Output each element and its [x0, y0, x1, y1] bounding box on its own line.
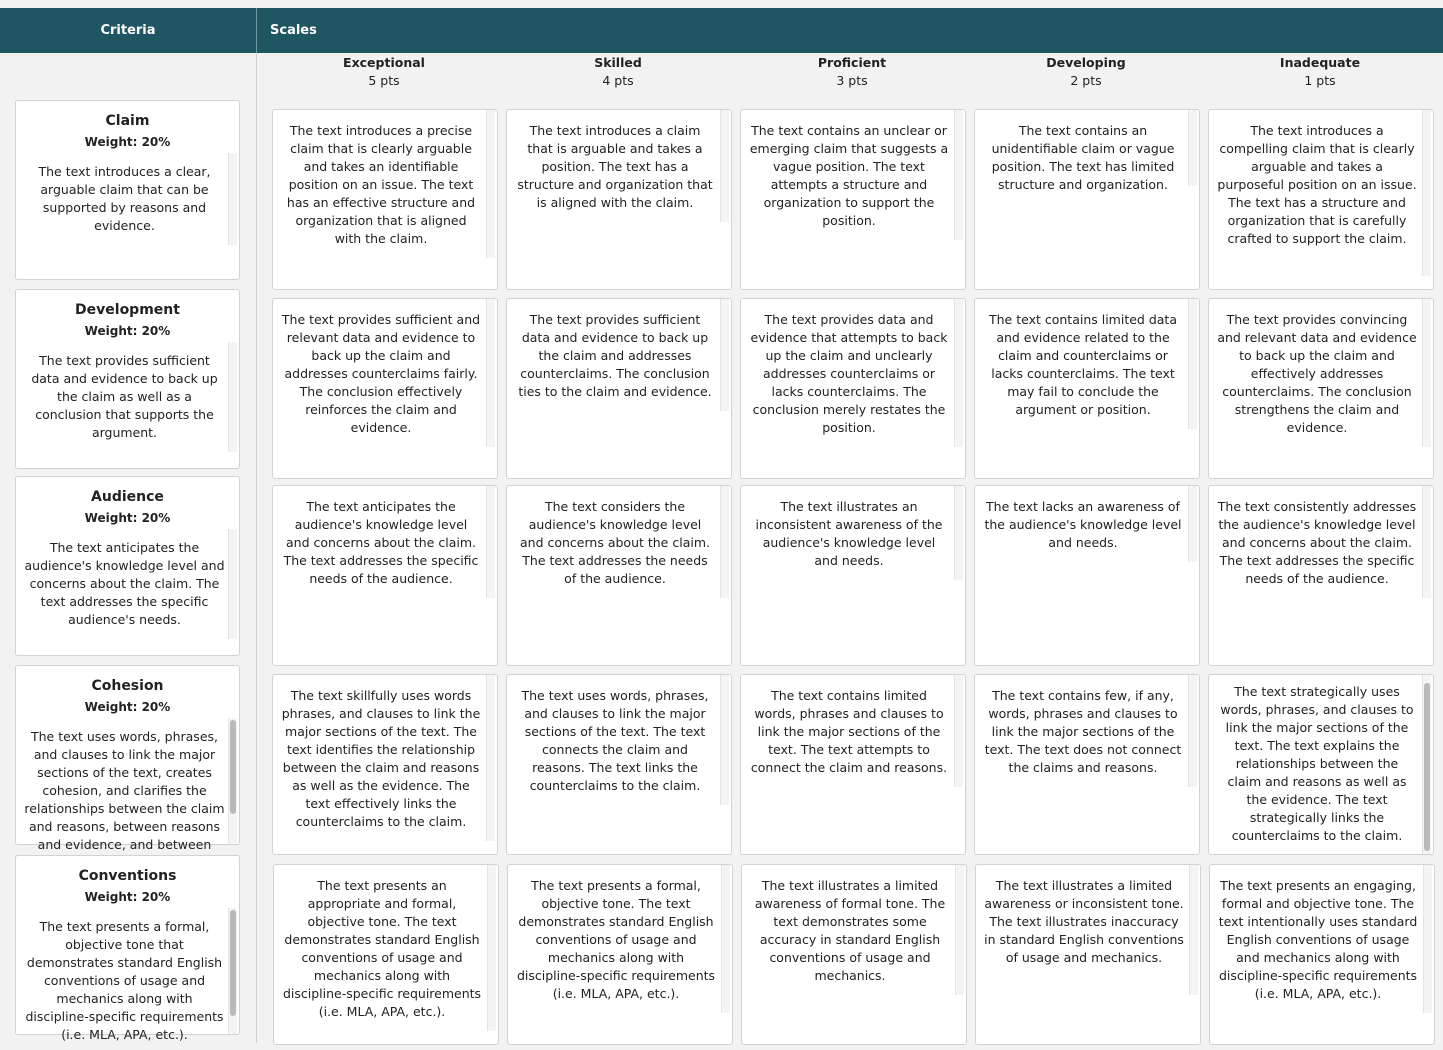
criterion-scrollbar[interactable] [228, 153, 237, 245]
criterion-card-development[interactable] [15, 289, 240, 469]
cell-scrollbar[interactable] [720, 675, 729, 805]
criterion-card-claim[interactable] [15, 100, 240, 280]
cell-scrollbar[interactable] [1188, 110, 1197, 186]
rating-cell[interactable] [740, 674, 966, 855]
rating-cell[interactable] [506, 485, 732, 666]
cell-scrollbar[interactable] [1422, 299, 1431, 447]
criterion-description: The text anticipates the audience's knowledge level and concerns about the claim. The text addresses the specific audience's needs. [24, 540, 225, 627]
cell-scrollbar[interactable] [486, 486, 495, 598]
rating-description: The text contains an unidentifiable claim or vague position. The text has limited structure and organization. [991, 123, 1175, 192]
cell-scrollbar[interactable] [954, 299, 963, 447]
rating-description: The text contains limited data and evidence related to the claim and counterclaims or lacks counterclaims. The text may fail to conclude the argument or position. [988, 312, 1177, 417]
cell-scrollbar[interactable] [720, 110, 729, 222]
header-divider [256, 8, 257, 53]
criterion-weight: Weight: 20% [84, 890, 171, 904]
rating-cell[interactable] [272, 485, 498, 666]
scale-header-developing [973, 54, 1199, 90]
criterion-description: The text uses words, phrases, and clauses to link the major sections of the text, creates cohesion, and clarifies the relationships between the claim and reasons, between reasons and evidence, and between [24, 729, 225, 852]
criterion-description: The text introduces a clear, arguable claim that can be supported by reasons and evidence. [38, 164, 211, 233]
rating-description: The text contains an unclear or emerging claim that suggests a vague position. The text attempts a structure and organization to support the position. [749, 123, 949, 228]
criterion-weight: Weight: 20% [84, 324, 171, 338]
rating-description: The text introduces a precise claim that is clearly arguable and takes an identifiable position on an issue. The text has an effective structure and organization that is aligned with the claim. [286, 123, 476, 246]
rating-description: The text presents a formal, objective tone. The text demonstrates standard English conventions of usage and mechanics along with discipline-specific requirements (i.e. MLA, APA, etc.). [516, 878, 716, 1001]
scale-name: Inadequate [1279, 55, 1361, 70]
rating-cell[interactable] [272, 298, 498, 479]
criterion-weight: Weight: 20% [84, 135, 171, 149]
cell-scrollbar[interactable] [487, 865, 496, 1031]
rating-description: The text contains limited words, phrases and clauses to link the major sections of the text. The text attempts to connect the claim and reasons. [750, 688, 948, 775]
criterion-scrollbar[interactable] [228, 718, 237, 844]
criterion-title: Cohesion [91, 678, 164, 694]
criterion-card-conventions[interactable] [15, 855, 240, 1042]
rating-cell[interactable] [1208, 109, 1434, 290]
rating-cell[interactable] [507, 864, 733, 1045]
rating-cell[interactable] [974, 674, 1200, 855]
scale-name: Proficient [817, 55, 887, 70]
criterion-weight: Weight: 20% [84, 700, 171, 714]
cell-scrollbar[interactable] [954, 110, 963, 240]
rating-description: The text presents an appropriate and formal, objective tone. The text demonstrates standard English conventions of usage and mechanics along with discipline-specific requirements (i.e. MLA, APA, etc.). [282, 878, 482, 1019]
criterion-scrollbar[interactable] [228, 342, 237, 452]
rating-description: The text introduces a compelling claim that is clearly arguable and takes a purposeful position on an issue. The text has a structure and organization that is carefully crafted to support the claim. [1217, 123, 1417, 246]
rating-description: The text introduces a claim that is arguable and takes a position. The text has a structure and organization that is aligned with the claim. [517, 123, 713, 210]
rating-cell[interactable] [974, 485, 1200, 666]
cell-scrollbar[interactable] [720, 486, 729, 598]
scrollbar-thumb[interactable] [1424, 683, 1430, 851]
rating-description: The text provides sufficient data and evidence to back up the claim and addresses counterclaims. The conclusion ties to the claim and evidence. [518, 312, 712, 399]
criterion-scrollbar[interactable] [228, 529, 237, 639]
cell-scrollbar[interactable] [1422, 675, 1431, 854]
scale-points: 2 pts [1070, 73, 1102, 88]
scales-column-header: Scales [270, 23, 317, 38]
rating-cell[interactable] [506, 109, 732, 290]
cell-scrollbar[interactable] [720, 299, 729, 411]
column-divider [256, 53, 257, 1043]
rating-cell[interactable] [1209, 864, 1435, 1045]
rating-cell[interactable] [740, 109, 966, 290]
criteria-column-header: Criteria [100, 23, 156, 38]
scale-points: 3 pts [836, 73, 868, 88]
rubric-header [0, 8, 1443, 53]
rating-description: The text uses words, phrases, and clauses to link the major sections of the text. The text connects the claim and reasons. The text links the counterclaims to the claim. [521, 688, 709, 793]
rating-description: The text contains few, if any, words, phrases and clauses to link the major sections of the text. The text does not connect the claims and reasons. [984, 688, 1182, 775]
cell-scrollbar[interactable] [1188, 299, 1197, 429]
criterion-card-audience[interactable] [15, 476, 240, 656]
top-strip [0, 0, 1443, 8]
scale-points: 1 pts [1304, 73, 1336, 88]
cell-scrollbar[interactable] [1422, 110, 1431, 276]
rating-description: The text strategically uses words, phrases, and clauses to link the major sections of the text. The text explains the relationships between the claim and reasons as well as the evidence. The text strategically links the counterclaims to the claim. [1220, 684, 1414, 843]
rating-cell[interactable] [1208, 298, 1434, 479]
rating-cell[interactable] [506, 674, 732, 855]
cell-scrollbar[interactable] [1189, 865, 1198, 995]
scale-name: Exceptional [343, 55, 425, 70]
criterion-title: Conventions [78, 868, 177, 884]
criterion-title: Claim [105, 113, 150, 129]
rating-cell[interactable] [506, 298, 732, 479]
rating-description: The text presents an engaging, formal and objective tone. The text intentionally uses standard English conventions of usage and mechanics along with discipline-specific requirements (i.e. MLA, APA, etc.). [1218, 878, 1418, 1001]
cell-scrollbar[interactable] [1188, 675, 1197, 787]
cell-scrollbar[interactable] [1423, 865, 1432, 1013]
rating-description: The text consistently addresses the audience's knowledge level and concerns about the claim. The text addresses the specific needs of the audience. [1217, 499, 1417, 586]
rating-description: The text considers the audience's knowledge level and concerns about the claim. The text addresses the needs of the audience. [520, 499, 710, 586]
rating-description: The text provides data and evidence that attempts to back up the claim and unclearly addresses counterclaims or lacks counterclaims. The conclusion merely restates the position. [750, 312, 948, 435]
cell-scrollbar[interactable] [721, 865, 730, 1013]
scrollbar-thumb[interactable] [230, 910, 236, 1016]
rating-cell[interactable] [740, 485, 966, 666]
criterion-card-cohesion[interactable] [15, 665, 240, 852]
scale-header-proficient [739, 54, 965, 90]
rating-cell[interactable] [1208, 485, 1434, 666]
rating-cell[interactable] [974, 298, 1200, 479]
rating-description: The text lacks an awareness of the audience's knowledge level and needs. [984, 499, 1182, 550]
rating-cell[interactable] [741, 864, 967, 1045]
rating-description: The text provides sufficient and relevant data and evidence to back up the claim and addresses counterclaims fairly. The conclusion effectively reinforces the claim and evidence. [281, 312, 481, 435]
cell-scrollbar[interactable] [486, 110, 495, 258]
scale-name: Skilled [594, 55, 642, 70]
scale-header-skilled [505, 54, 731, 90]
criterion-scrollbar[interactable] [228, 908, 237, 1034]
rating-description: The text illustrates an inconsistent awareness of the audience's knowledge level and needs. [755, 499, 943, 568]
rating-description: The text illustrates a limited awareness of formal tone. The text demonstrates some accuracy in standard English conventions of usage and mechanics. [754, 878, 946, 983]
scrollbar-thumb[interactable] [230, 720, 236, 814]
cell-scrollbar[interactable] [954, 675, 963, 787]
rating-description: The text illustrates a limited awareness or inconsistent tone. The text illustrates inaccuracy in standard English conventions of usage and mechanics. [984, 878, 1184, 965]
criterion-weight: Weight: 20% [84, 511, 171, 525]
cell-scrollbar[interactable] [1188, 486, 1197, 562]
cell-scrollbar[interactable] [486, 675, 495, 841]
rating-cell[interactable] [974, 109, 1200, 290]
rating-cell[interactable] [273, 864, 499, 1045]
scale-header-exceptional [271, 54, 497, 90]
criterion-title: Development [75, 302, 180, 318]
scale-header-inadequate [1207, 54, 1433, 90]
rating-cell[interactable] [272, 109, 498, 290]
scale-points: 5 pts [368, 73, 400, 88]
rating-cell[interactable] [272, 674, 498, 855]
cell-scrollbar[interactable] [954, 486, 963, 580]
rating-cell[interactable] [975, 864, 1201, 1045]
criterion-description: The text provides sufficient data and evidence to back up the claim as well as a conclusion that supports the argument. [31, 353, 218, 440]
criterion-description: The text presents a formal, objective tone that demonstrates standard English conventions of usage and mechanics along with discipline-specific requirements (i.e. MLA, APA, etc.). [25, 919, 224, 1042]
cell-scrollbar[interactable] [486, 299, 495, 447]
rating-description: The text skillfully uses words phrases, and clauses to link the major sections of the text. The text identifies the relationship between the claim and reasons as well as the evidence. The text effectively links the counterclaims to the claim. [281, 688, 481, 829]
rating-description: The text provides convincing and relevant data and evidence to back up the claim and effectively addresses counterclaims. The conclusion strengthens the claim and evidence. [1217, 312, 1417, 435]
criterion-title: Audience [91, 489, 164, 505]
rating-description: The text anticipates the audience's knowledge level and concerns about the claim. The text addresses the specific needs of the audience. [283, 499, 479, 586]
scale-name: Developing [1046, 55, 1126, 70]
cell-scrollbar[interactable] [1422, 486, 1431, 598]
rating-cell[interactable] [1208, 674, 1434, 855]
rating-cell[interactable] [740, 298, 966, 479]
cell-scrollbar[interactable] [955, 865, 964, 995]
scale-points: 4 pts [602, 73, 634, 88]
